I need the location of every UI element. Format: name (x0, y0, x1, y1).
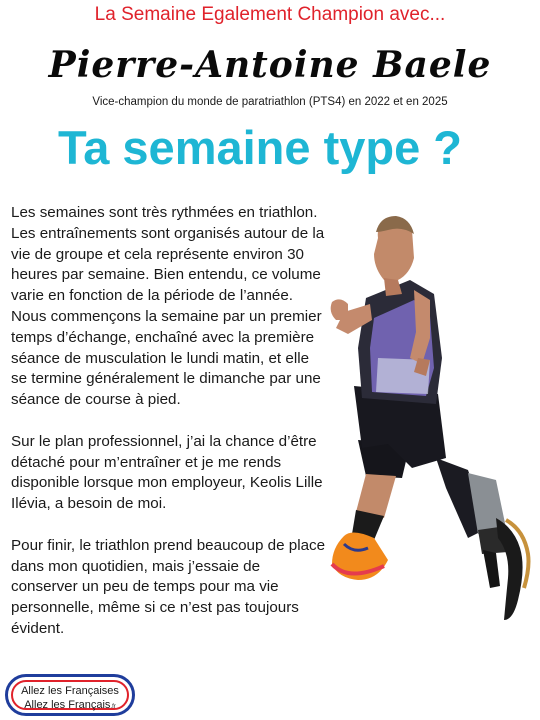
allez-les-francais-badge (5, 674, 135, 716)
prosthetic-leg (436, 458, 529, 620)
badge-suffix: .fr (110, 704, 116, 710)
badge-line-2-text: Allez les Français (24, 699, 111, 711)
badge-line-1: Allez les Françaises (21, 685, 119, 697)
torso (358, 280, 442, 404)
paragraph-2: Sur le plan professionnel, j’ai la chance d’être détaché pour m’entraîner et je me rends disponible lorsque mon employeur, Keolis Lille Ilévia, a besoin de moi. (11, 432, 323, 513)
runner-photo (318, 208, 540, 628)
kicker-text: La Semaine Egalement Champion avec... (94, 4, 446, 25)
body-text (11, 203, 329, 661)
paragraph-1: Les semaines sont très rythmées en triathlon. Les entraînements sont organisés autour de la vie de groupe et cela représente environ 30 heures par semaine. Bien entendu, ce volume varie en fonction de la période de l’année. Nous commençons la semaine par un premier temps d’échange, enchaîné avec la première séance de musculation le lundi matin, et elle se termine généralement le dimanche par une séance de course à pied. (11, 204, 325, 409)
badge-line-2 (8, 699, 132, 711)
athlete-name: Pierre-Antoine Baele (48, 44, 492, 86)
front-leg (332, 440, 410, 580)
paragraph-3: Pour finir, le triathlon prend beaucoup de place dans mon quotidien, mais j’essaie de conserver un peu de temps pour ma vie personnelle, même si ce n’est pas toujours évident. (11, 536, 326, 637)
headline: Ta semaine type ? (58, 121, 462, 174)
athlete-subtitle: Vice-champion du monde de paratriathlon (PTS4) en 2022 et en 2025 (92, 96, 448, 108)
